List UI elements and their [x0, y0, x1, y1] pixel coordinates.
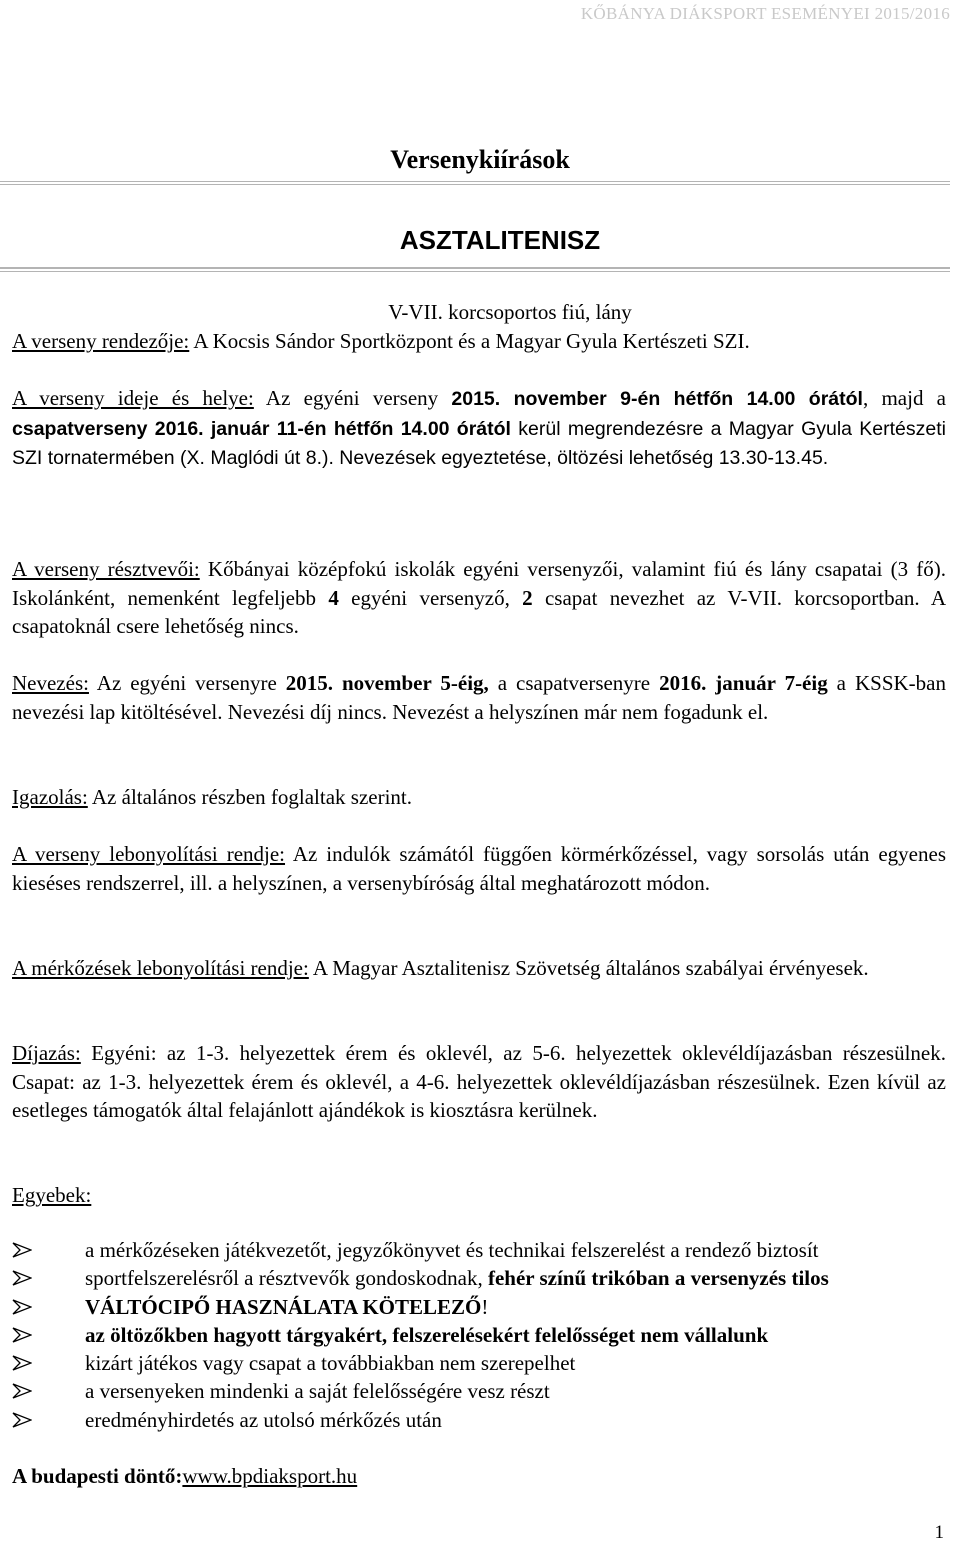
awards-paragraph: [12, 1039, 946, 1125]
list-item-text: a versenyeken mindenki a saját felelősségére vesz részt: [85, 1379, 550, 1404]
sport-title-rule: [0, 267, 950, 272]
list-item: [12, 1236, 960, 1264]
format-paragraph: [12, 840, 946, 897]
team-entry-deadline: 2016. január 7-éig: [659, 671, 828, 695]
match-rules-text: A Magyar Asztalitenisz Szövetség általános szabályai érvényesek.: [308, 956, 869, 980]
list-item: [12, 1349, 960, 1377]
participants-text-3: csapat nevezhet az V-VII. korcsoportban. A csapatoknál csere lehetőség nincs.: [12, 585, 946, 638]
other-label: Egyebek:: [12, 1183, 92, 1207]
organizer-label: A verseny rendezője:: [12, 329, 190, 353]
time-place-text-2: , majd a: [862, 386, 946, 410]
time-place-paragraph: [12, 384, 946, 473]
individual-limit: 4: [328, 585, 339, 610]
arrow-bullet-icon: [12, 1242, 32, 1258]
time-place-text-3: kerül megrendezésre a Magyar Gyula Kertészeti SZI tornatermében (X. Maglódi út 8.). Nevezések egyeztetése, öltözési lehetőség 13.30-13.45.: [12, 417, 946, 469]
other-label-paragraph: [12, 1181, 946, 1210]
arrow-bullet-icon: [12, 1383, 32, 1399]
page-title: Versenykiírások: [390, 145, 570, 174]
final-paragraph: [12, 1462, 357, 1491]
list-item: [12, 1377, 960, 1405]
list-item-text: !: [481, 1294, 489, 1319]
team-date: csapatverseny 2016. január 11-én hétfőn 14.00 órától: [12, 417, 511, 440]
arrow-bullet-icon: [12, 1412, 32, 1428]
organizer-text: A Kocsis Sándor Sportközpont és a Magyar Gyula Kertészeti SZI.: [189, 329, 750, 353]
team-limit: 2: [522, 585, 533, 610]
organizer-paragraph: [12, 327, 946, 356]
entry-text-3: a KSSK-ban nevezési lap kitöltésével. Nevezési díj nincs. Nevezést a helyszínen már nem fogadunk el.: [12, 671, 946, 724]
participants-text-1: Kőbányai középfokú iskolák egyéni versenyzői, valamint fiú és lány csapatai (3 fő). Iskolánként, nemenként legfeljebb: [12, 557, 946, 610]
format-label: A verseny lebonyolítási rendje:: [12, 842, 286, 866]
list-item: [12, 1406, 960, 1434]
awards-label: Díjazás:: [12, 1041, 81, 1065]
entry-paragraph: [12, 669, 946, 726]
individual-entry-deadline: 2015. november 5-éig,: [285, 671, 489, 695]
list-item: [12, 1264, 960, 1292]
entry-text-1: Az egyéni versenyre: [88, 671, 286, 695]
list-item-bold: VÁLTÓCIPŐ HASZNÁLATA KÖTELEZŐ: [85, 1294, 482, 1319]
arrow-bullet-icon: [12, 1327, 32, 1343]
list-item: [12, 1321, 960, 1349]
arrow-bullet-icon: [12, 1355, 32, 1371]
list-item-text: sportfelszerelésről a résztvevők gondoskodnak,: [85, 1266, 488, 1291]
awards-text: Egyéni: az 1-3. helyezettek érem és oklevél, az 5-6. helyezettek oklevéldíjazásban részesülnek. Csapat: az 1-3. helyezettek érem és oklevél, a 4-6. helyezettek oklevéldíjazásban részesülnek. Ezen kívül az esetleges támogatók által felajánlott ajándékok is kiosztásra kerülnek.: [12, 1041, 946, 1122]
list-item-text: a mérkőzéseken játékvezetőt, jegyzőkönyvet és technikai felszerelést a rendező biztosít: [85, 1238, 819, 1262]
arrow-bullet-icon: [12, 1299, 32, 1315]
individual-date: 2015. november 9-én hétfőn 14.00 órától: [451, 388, 863, 410]
entry-text-2: a csapatversenyre: [488, 671, 660, 695]
running-header: KŐBÁNYA DIÁKSPORT ESEMÉNYEI 2015/2016: [580, 4, 950, 23]
certification-text: Az általános részben foglaltak szerint.: [87, 785, 413, 809]
list-item-bold: fehér színű trikóban a versenyzés tilos: [487, 1266, 829, 1291]
other-list: [12, 1236, 960, 1434]
certification-label: Igazolás:: [12, 785, 88, 809]
list-item-bold: az öltözőkben hagyott tárgyakért, felszerelésekért felelősséget nem vállalunk: [85, 1322, 769, 1347]
list-item-text: kizárt játékos vagy csapat a továbbiakban nem szerepelhet: [85, 1351, 576, 1376]
age-group-subtitle: V-VII. korcsoportos fiú, lány: [388, 300, 632, 324]
final-label: A budapesti döntő:: [12, 1464, 183, 1488]
title-rule: [0, 181, 950, 185]
time-place-label: A verseny ideje és helye:: [12, 386, 254, 410]
certification-paragraph: [12, 783, 946, 812]
list-item-text: eredményhirdetés az utolsó mérkőzés után: [85, 1407, 442, 1432]
sport-title: ASZTALITENISZ: [399, 225, 601, 255]
list-item: [12, 1293, 960, 1321]
participants-paragraph: [12, 555, 946, 641]
entry-label: Nevezés:: [12, 671, 89, 695]
participants-label: A verseny résztvevői:: [12, 557, 200, 581]
time-place-text-1: Az egyéni verseny: [253, 386, 452, 410]
participants-text-2: egyéni versenyző,: [338, 585, 523, 610]
page-number: 1: [934, 1522, 944, 1543]
match-rules-label: A mérkőzések lebonyolítási rendje:: [12, 956, 309, 980]
final-link[interactable]: www.bpdiaksport.hu: [182, 1464, 358, 1488]
match-rules-paragraph: [12, 954, 946, 983]
format-text: Az indulók számától függően körmérkőzéssel, vagy sorsolás után egyenes kieséses rendszerrel, ill. a helyszínen, a versenybíróság által meghatározott módon.: [12, 842, 946, 895]
arrow-bullet-icon: [12, 1270, 32, 1286]
